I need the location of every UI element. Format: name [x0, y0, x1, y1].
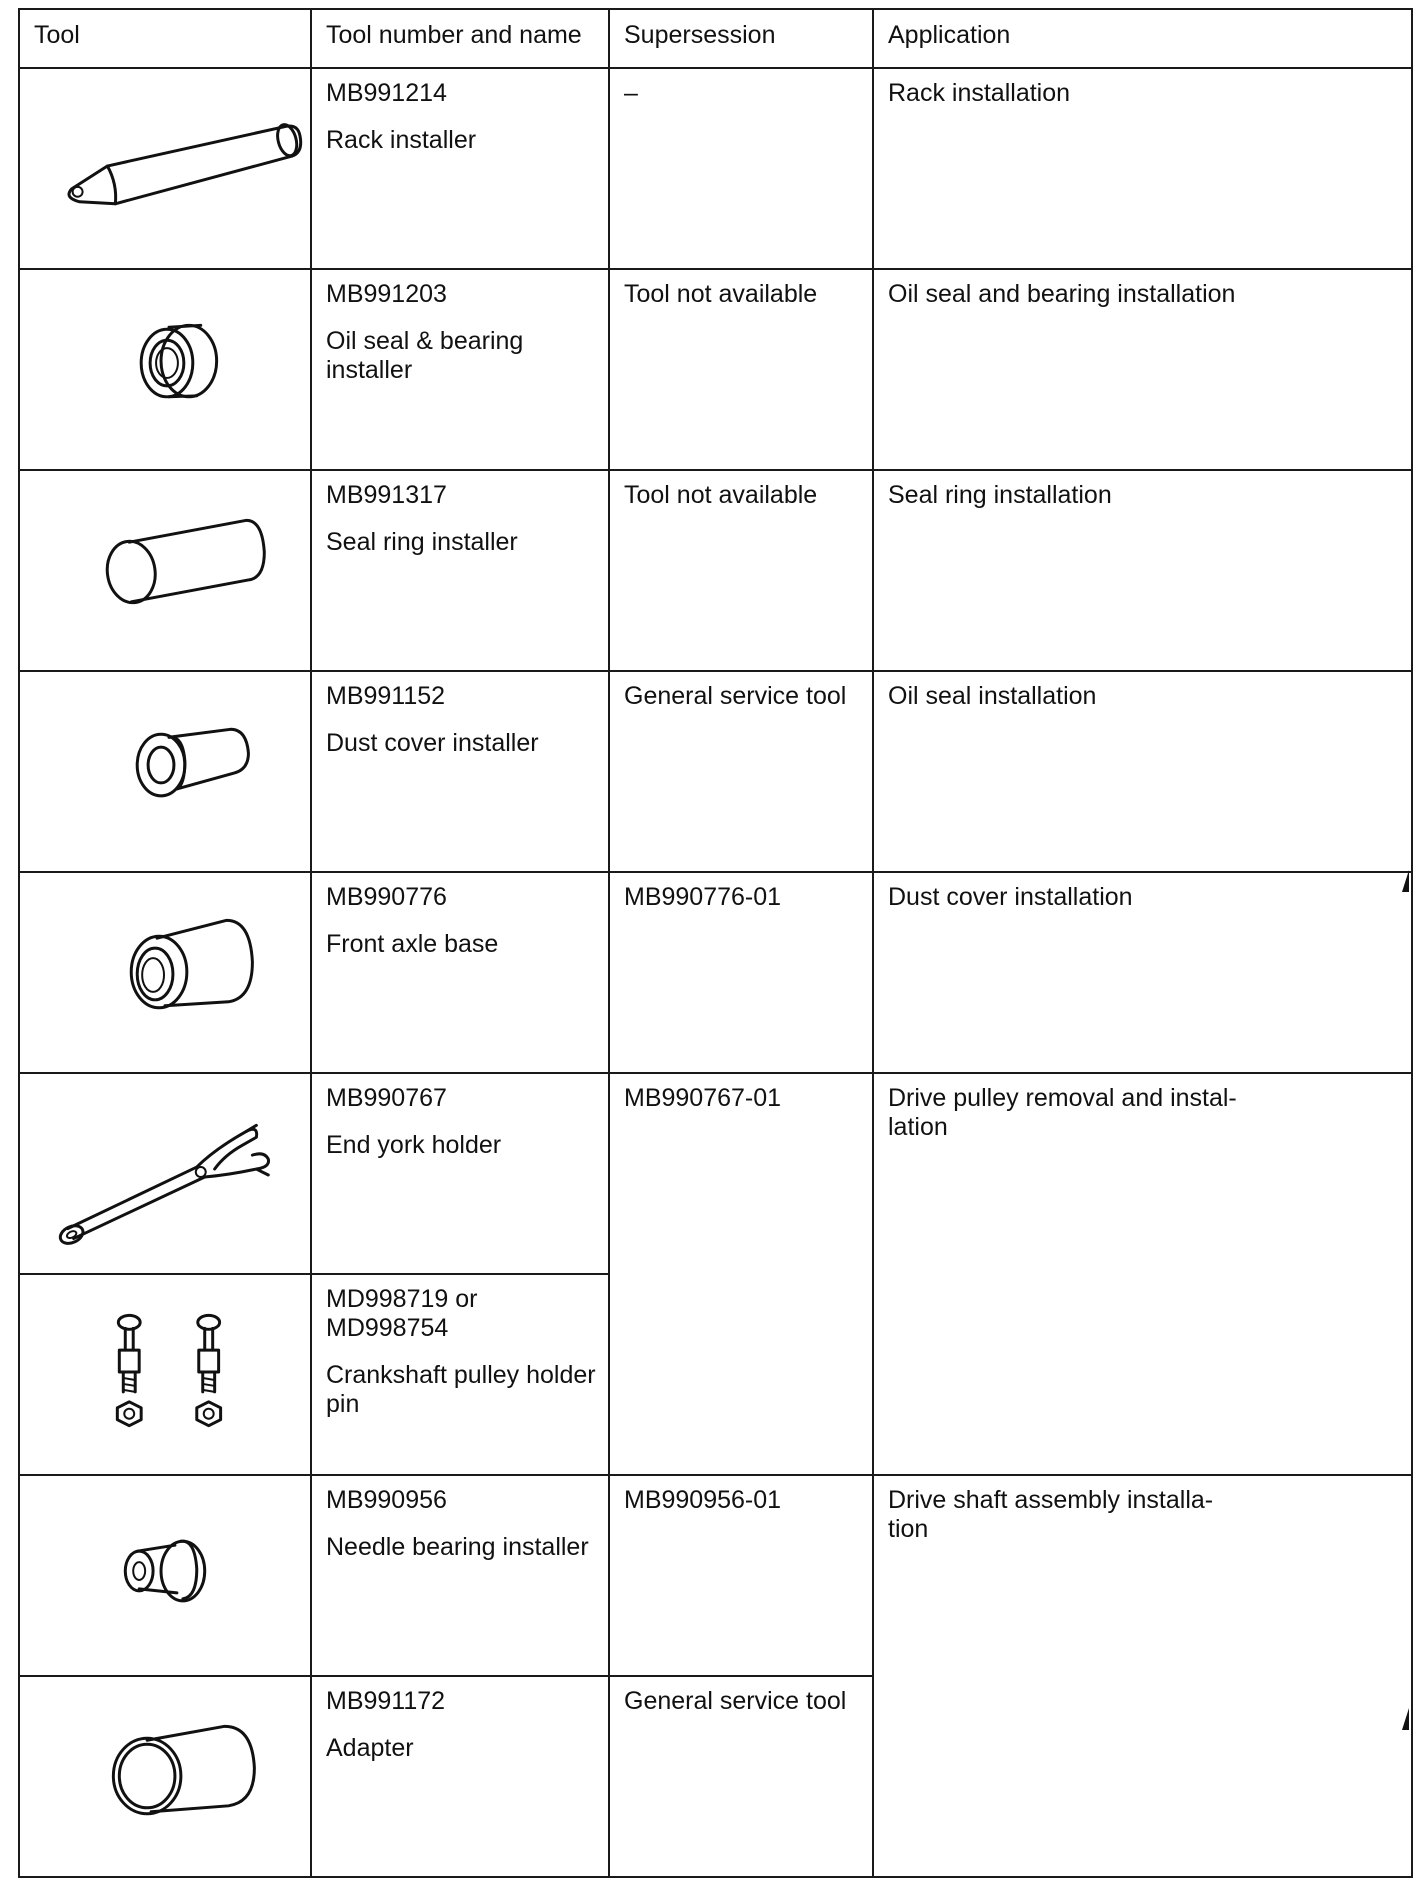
supersession-cell: MB990767-01 — [609, 1073, 873, 1475]
table-row — [19, 872, 1412, 1073]
table-row — [19, 269, 1412, 470]
table-row — [19, 68, 1412, 269]
tool-name: Oil seal & bearing installer — [326, 327, 524, 384]
tool-number: MB990776 — [326, 883, 447, 911]
oil-seal-bearing-installer-icon — [20, 270, 310, 469]
tool-number: MB991214 — [326, 79, 447, 107]
special-tools-sheet — [18, 8, 1411, 1768]
header-supersession: Supersession — [609, 9, 873, 68]
tool-number-name-cell — [311, 1475, 609, 1676]
tool-name: Needle bearing installer — [326, 1533, 589, 1561]
tool-number: MB991152 — [326, 682, 446, 710]
table-header-row — [19, 9, 1412, 68]
tool-name: Seal ring installer — [326, 528, 518, 556]
front-axle-base-icon — [20, 873, 310, 1072]
application-cell: Oil seal installation — [873, 671, 1412, 872]
header-application: Application — [873, 9, 1412, 68]
tool-number: MB990767 — [326, 1084, 447, 1112]
tool-number: MB991172 — [326, 1687, 446, 1715]
tool-number-name-cell — [311, 1274, 609, 1475]
rack-installer-tool-icon — [20, 69, 310, 268]
special-tools-table — [18, 8, 1413, 1878]
application-cell: Rack installation — [873, 68, 1412, 269]
end-york-holder-icon — [20, 1074, 310, 1273]
supersession-cell: General service tool — [609, 671, 873, 872]
dust-cover-installer-icon — [20, 672, 310, 871]
tool-image-cell — [19, 269, 311, 470]
tool-name: Crankshaft pulley holder pin — [326, 1361, 596, 1418]
tool-number-name-cell — [311, 269, 609, 470]
tool-image-cell — [19, 1073, 311, 1274]
application-cell: Drive pulley removal and instal- lation — [873, 1073, 1412, 1475]
table-row — [19, 470, 1412, 671]
supersession-cell: – — [609, 68, 873, 269]
table-row — [19, 1073, 1412, 1274]
tool-number: MD998719 or MD998754 — [326, 1285, 478, 1342]
tool-image-cell — [19, 1676, 311, 1877]
supersession-cell: Tool not available — [609, 470, 873, 671]
tool-number-name-cell — [311, 1073, 609, 1274]
header-tool-number-and-name: Tool number and name — [311, 9, 609, 68]
tool-number-name-cell — [311, 671, 609, 872]
needle-bearing-installer-icon — [20, 1476, 310, 1675]
tool-name: Front axle base — [326, 930, 499, 958]
header-tool: Tool — [19, 9, 311, 68]
tool-image-cell — [19, 671, 311, 872]
tool-number: MB990956 — [326, 1486, 447, 1514]
supersession-cell: Tool not available — [609, 269, 873, 470]
tool-image-cell — [19, 470, 311, 671]
adapter-icon — [20, 1677, 310, 1876]
application-cell: Oil seal and bearing installation — [873, 269, 1412, 470]
tool-name: Rack installer — [326, 126, 477, 154]
tool-number-name-cell — [311, 68, 609, 269]
supersession-cell: MB990776-01 — [609, 872, 873, 1073]
tool-number-name-cell — [311, 1676, 609, 1877]
tool-number: MB991317 — [326, 481, 447, 509]
tool-number: MB991203 — [326, 280, 447, 308]
table-row — [19, 671, 1412, 872]
binding-edge-mark — [1402, 870, 1409, 892]
supersession-cell: MB990956-01 — [609, 1475, 873, 1676]
tool-name: Adapter — [326, 1734, 414, 1762]
binding-edge-mark — [1402, 1708, 1409, 1730]
supersession-cell: General service tool — [609, 1676, 873, 1877]
application-cell: Dust cover installation — [873, 872, 1412, 1073]
tool-number-name-cell — [311, 470, 609, 671]
table-row — [19, 1475, 1412, 1676]
tool-image-cell — [19, 872, 311, 1073]
seal-ring-installer-icon — [20, 471, 310, 670]
tool-name: Dust cover installer — [326, 729, 539, 757]
tool-name: End york holder — [326, 1131, 502, 1159]
tool-image-cell — [19, 1475, 311, 1676]
tool-image-cell — [19, 1274, 311, 1475]
application-cell: Seal ring installation — [873, 470, 1412, 671]
tool-image-cell — [19, 68, 311, 269]
crankshaft-pulley-holder-pin-icon — [20, 1275, 310, 1474]
tool-number-name-cell — [311, 872, 609, 1073]
application-cell: Drive shaft assembly installa- tion — [873, 1475, 1412, 1877]
